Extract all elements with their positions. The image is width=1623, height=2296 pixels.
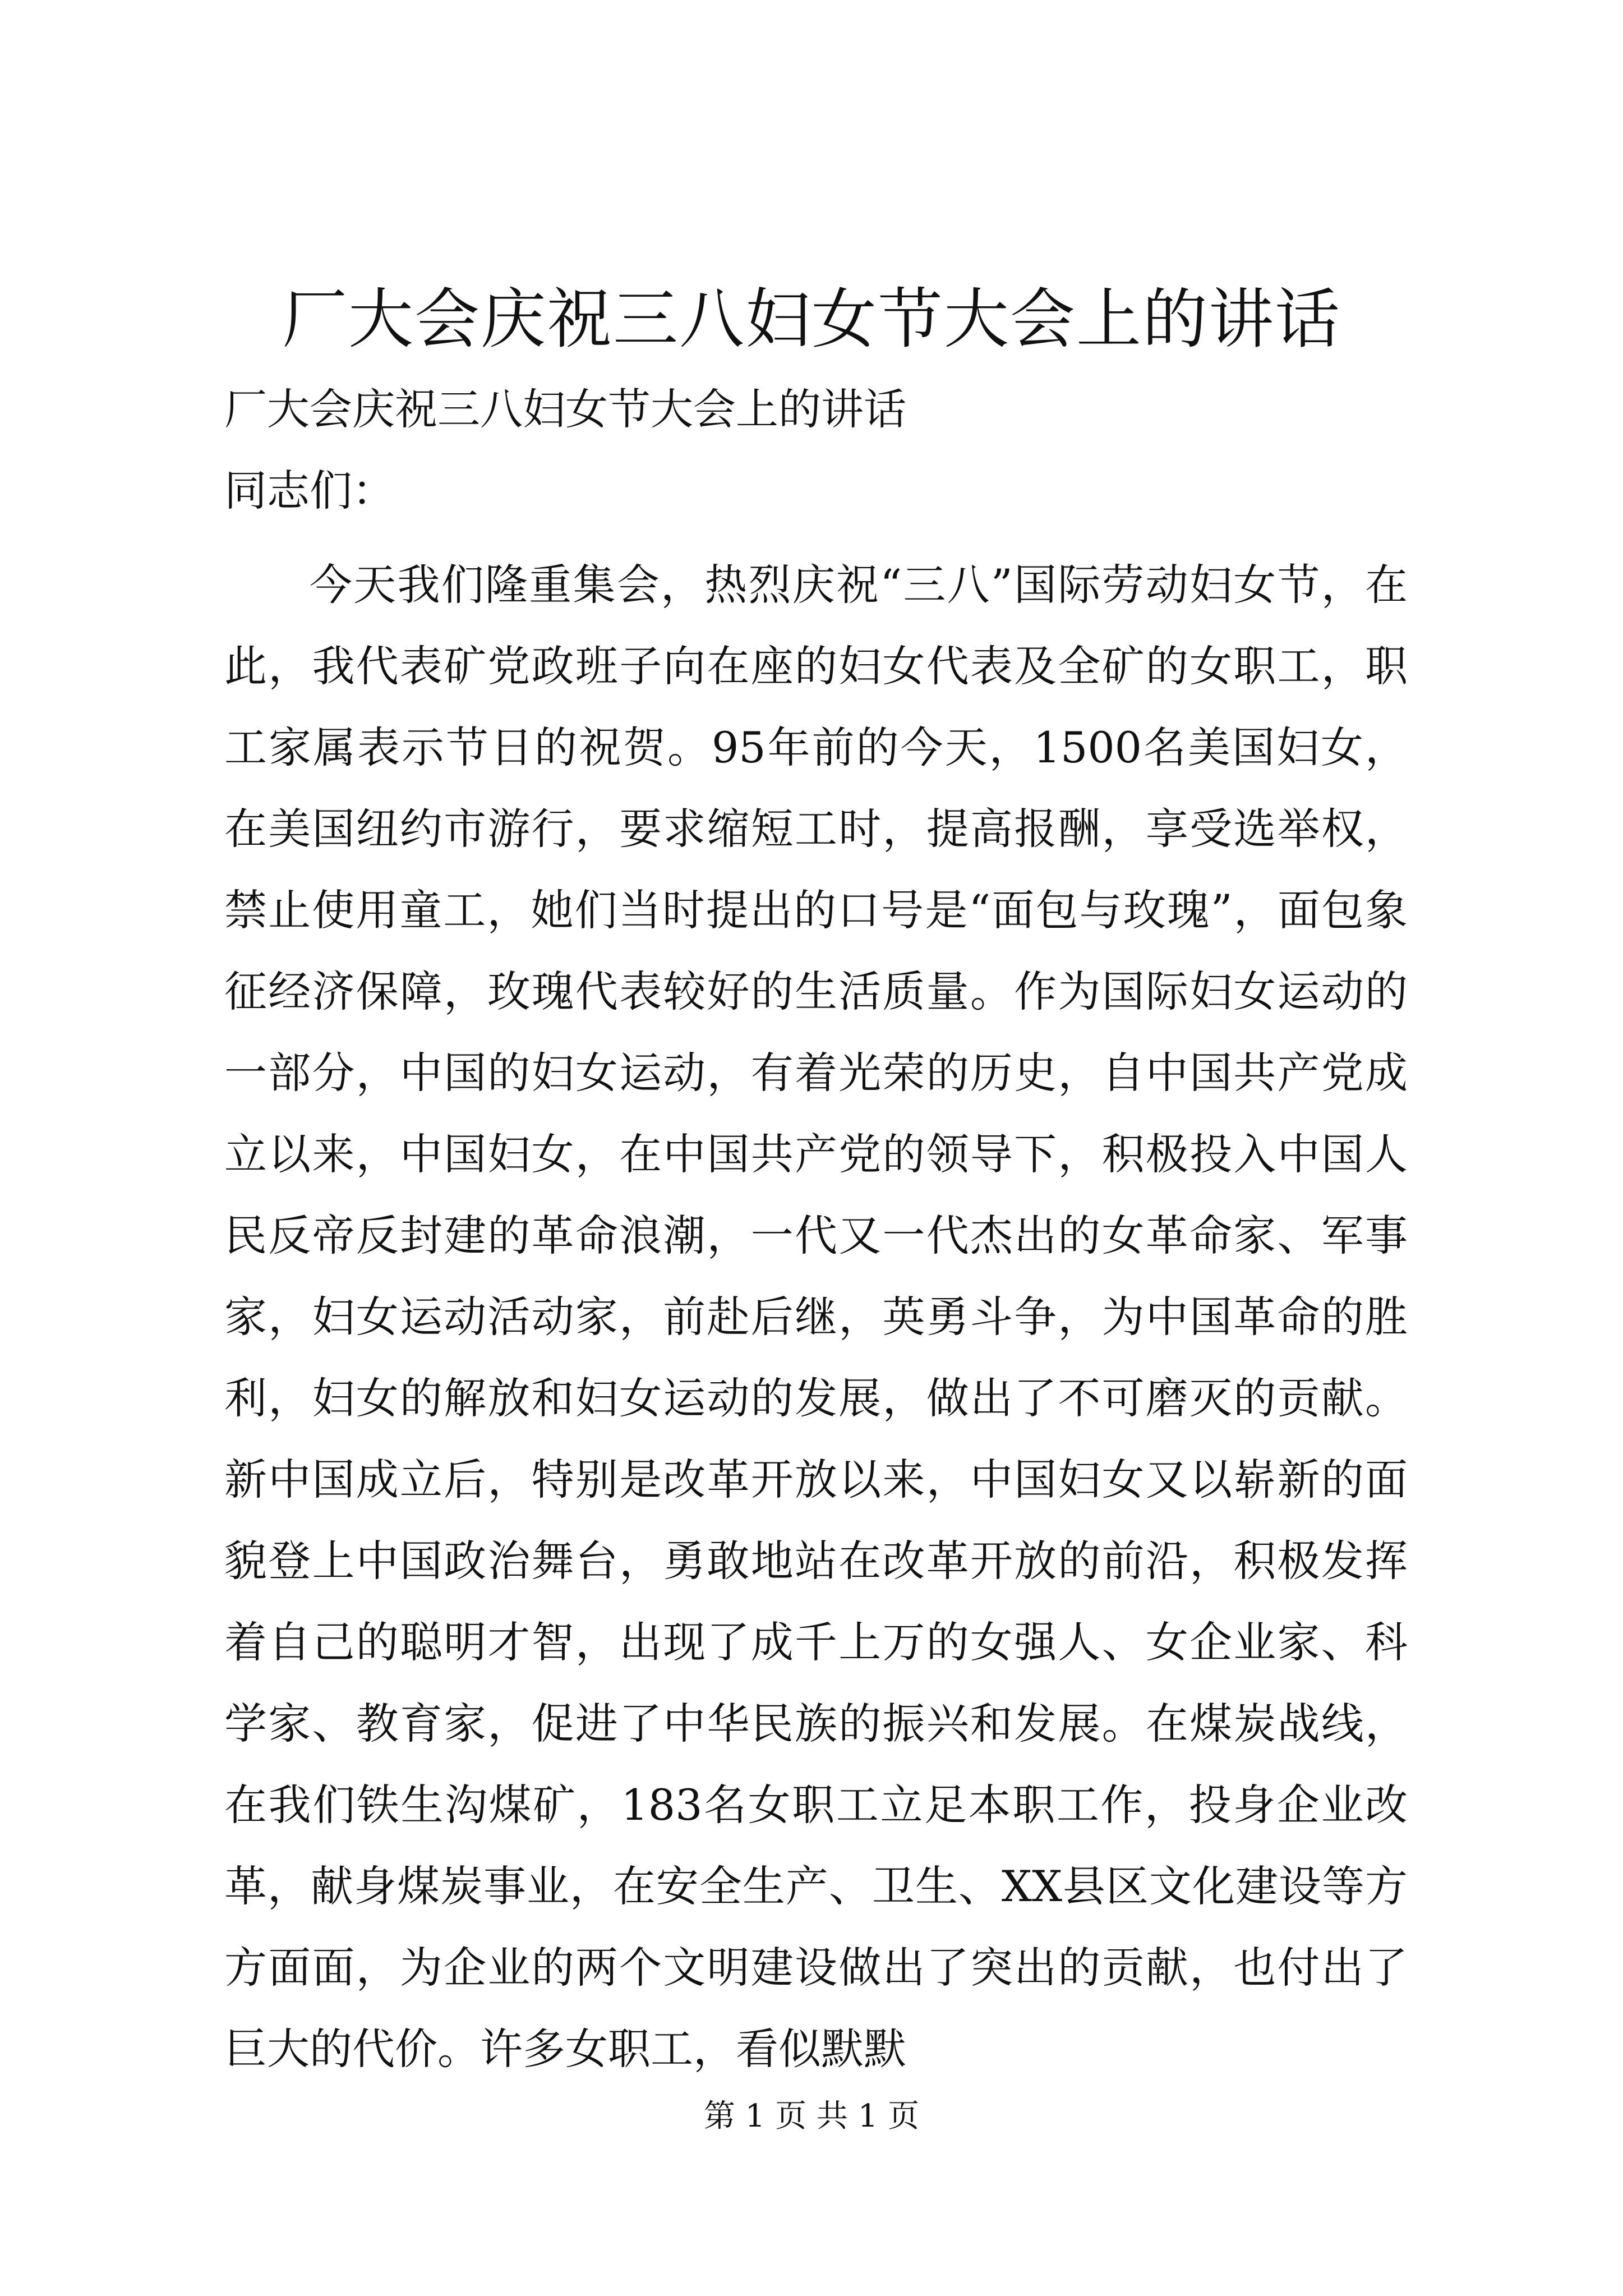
page-footer: 第 1 页 共 1 页	[703, 2098, 920, 2134]
document-title: 厂大会庆祝三八妇女节大会上的讲话	[282, 282, 1341, 357]
document-subtitle: 厂大会庆祝三八妇女节大会上的讲话	[224, 384, 906, 434]
salutation: 同志们：	[224, 466, 395, 516]
body-paragraph: 今天我们隆重集会，热烈庆祝“三八”国际劳动妇女节，在此，我代表矿党政班子向在座的妇女代表及全矿的女职工，职工家属表示节日的祝贺。95年前的今天，1500名美国妇女，在美国纽约市游行，要求缩短工时，提高报酬，享受选举权，禁止使用童工，她们当时提出的口号是“面包与玫瑰”，面包象征经济保障，玫瑰代表较好的生活质量。作为国际妇女运动的一部分，中国的妇女运动，有着光荣的历史，自中国共产党成立以来，中国妇女，在中国共产党的领导下，积极投入中国人民反帝反封建的革命浪潮，一代又一代杰出的女革命家、军事家，妇女运动活动家，前赴后继，英勇斗争，为中国革命的胜利，妇女的解放和妇女运动的发展，做出了不可磨灭的贡献。新中国成立后，特别是改革开放以来，中国妇女又以崭新的面貌登上中国政治舞台，勇敢地站在改革开放的前沿，积极发挥着自己的聪明才智，出现了成千上万的女强人、女企业家、科学家、教育家，促进了中华民族的振兴和发展。在煤炭战线，在我们铁生沟煤矿，183名女职工立足本职工作，投身企业改革，献身煤炭事业，在安全生产、卫生、XX县区文化建设等方方面面，为企业的两个文明建设做出了突出的贡献，也付出了巨大的代价。许多女职工，看似默默	[224, 560, 1408, 2074]
